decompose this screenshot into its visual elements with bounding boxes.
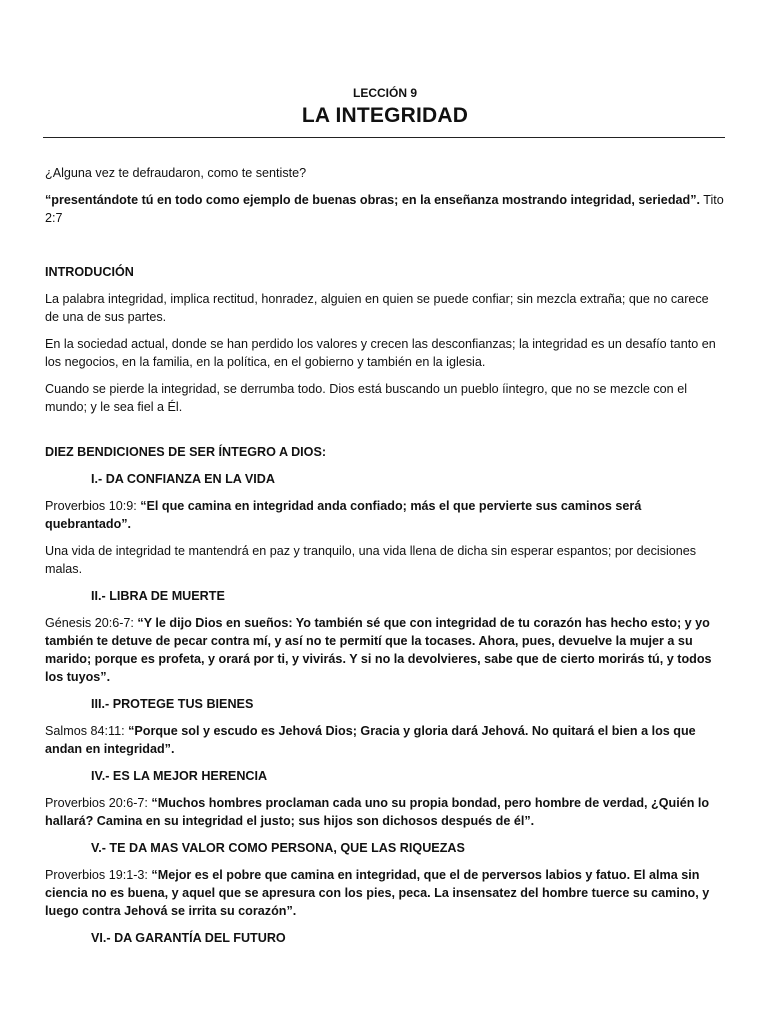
lesson-number: LECCIÓN 9 xyxy=(352,86,417,100)
blessing-verse xyxy=(45,866,725,920)
title-divider xyxy=(43,137,725,138)
blessing-verse xyxy=(45,722,725,758)
blessing-title: V.- TE DA MAS VALOR COMO PERSONA, QUE LAS RIQUEZAS xyxy=(91,841,465,855)
verse-reference: Proverbios 10:9: xyxy=(45,499,141,513)
verse-quote: “Mejor es el pobre que camina en integridad, que el de perversos labios y fatuo. El alma sin ciencia no es buena, y aquel que se apresura con los pies, peca. La insensatez del hombre tuerce su camino, y luego contra Jehová́ se irrita su corazón”. xyxy=(45,868,710,918)
document-body xyxy=(45,164,725,956)
verse-quote: “Muchos hombres proclaman cada uno su propia bondad, pero hombre de verdad, ¿Quién lo hallará? Camina en su integridad el justo; sus hijos son dichosos después de él”. xyxy=(45,796,710,828)
blessing-title: VI.- DA GARANTÍA DEL FUTURO xyxy=(91,931,286,945)
verse-quote: “Porque sol y escudo es Jehová́ Dios; Gracia y gloria dará́ Jehová́. No quitará el bien a los que andan en integridad”. xyxy=(45,724,696,756)
intro-question: ¿Alguna vez te defraudaron, como te sentiste? xyxy=(45,166,307,180)
blessing-title: II.- LIBRA DE MUERTE xyxy=(91,589,225,603)
introduction-heading: INTRODUCIÓN xyxy=(45,265,134,279)
verse-reference: Proverbios 19:1-3: xyxy=(45,868,152,882)
lesson-title: LA INTEGRIDAD xyxy=(301,104,469,127)
spacer xyxy=(45,425,725,443)
key-verse-quote: “presentándote tú en todo como ejemplo de buenas obras; en la enseñanza mostrando integridad, seriedad”. xyxy=(45,193,700,207)
key-verse-reference: Tito 2:7 xyxy=(45,193,724,225)
blessing-verse xyxy=(45,497,725,533)
verse-quote: “El que camina en integridad anda confiado; más el que pervierte sus caminos será́ quebrantado”. xyxy=(45,499,642,531)
verse-quote: “Y le dijo Dios en sueños: Yo también sé que con integridad de tu corazón has hecho esto; y yo también te detuve de pecar contra mí, y así no te permití que la tocases. Ahora, pues, devuelve la mujer a su marido; porque es profeta, y orará por ti, y vivirás. Y si no la devolvieres, sabe que de cierto morirás tú, y todos los tuyos”. xyxy=(45,616,712,684)
blessing-title: I.- DA CONFIANZA EN LA VIDA xyxy=(91,472,275,486)
blessing-verse xyxy=(45,614,725,686)
introduction-paragraph: Cuando se pierde la integridad, se derrumba todo. Dios está buscando un pueblo íintegro, que no se mezcle con el mundo; y le sea fiel a Él. xyxy=(45,382,687,414)
introduction-paragraph: La palabra integridad, implica rectitud, honradez, alguien en quien se puede confiar; sin mezcla extraña; que no carece de una de sus partes. xyxy=(45,292,709,324)
blessing-verse xyxy=(45,794,725,830)
introduction-paragraph: En la sociedad actual, donde se han perdido los valores y crecen las desconfianzas; la integridad es un desafío tanto en los negocios, en la familia, en la política, en el gobierno y también en la iglesia. xyxy=(45,337,716,369)
verse-reference: Génesis 20:6-7: xyxy=(45,616,138,630)
verse-reference: Salmos 84:11: xyxy=(45,724,129,738)
blessings-heading: DIEZ BENDICIONES DE SER ÍNTEGRO A DIOS: xyxy=(45,445,327,459)
blessing-title: IV.- ES LA MEJOR HERENCIA xyxy=(91,769,268,783)
verse-reference: Proverbios 20:6-7: xyxy=(45,796,152,810)
key-verse xyxy=(45,191,725,227)
spacer xyxy=(45,236,725,263)
blessing-comment: Una vida de integridad te mantendrá́ en paz y tranquilo, una vida llena de dicha sin esperar espantos; por decisiones malas. xyxy=(45,544,697,576)
blessing-title: III.- PROTEGE TUS BIENES xyxy=(91,697,254,711)
